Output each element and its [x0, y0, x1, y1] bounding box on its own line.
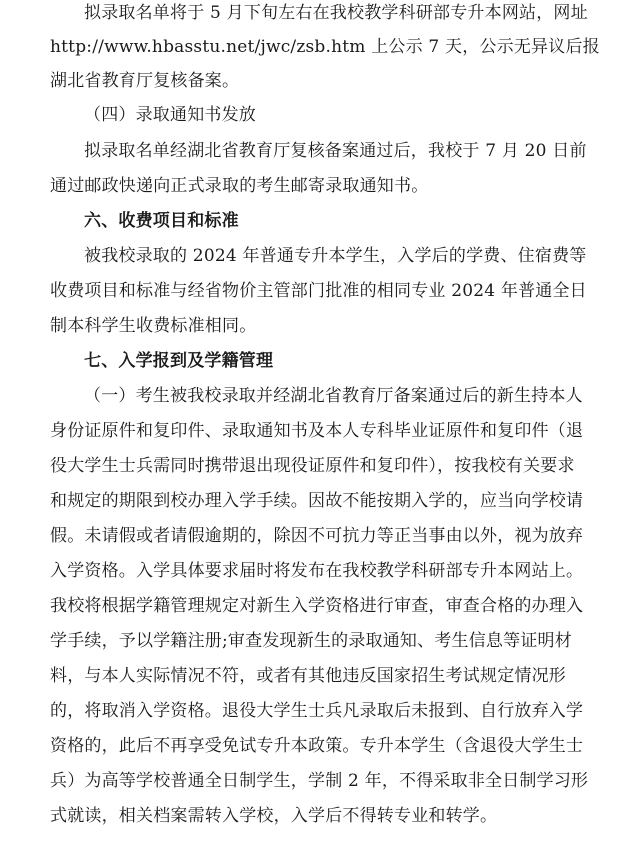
paragraph-3-line-3: 制本科学生收费标准相同。 — [50, 316, 257, 336]
paragraph-4-line-11: 资格的，此后不再享受免试专升本政策。专升本学生（含退役大学生士 — [50, 736, 584, 756]
paragraph-3-line-1: 被我校录取的 2024 年普通专升本学生，入学后的学费、住宿费等 — [84, 246, 587, 266]
section-6-heading: 六、收费项目和标准 — [84, 211, 239, 231]
paragraph-4-line-12: 兵）为高等学校普通全日制学生，学制 2 年，不得采取非全日制学习形 — [50, 771, 589, 791]
paragraph-4-line-10: 的，将取消入学资格。退役大学生士兵凡录取后未报到、自行放弃入学 — [50, 701, 584, 721]
paragraph-4-line-8: 学手续，予以学籍注册;审查发现新生的录取通知、考生信息等证明材 — [50, 631, 572, 651]
paragraph-4-line-3: 役大学生士兵需同时携带退出现役证原件和复印件），按我校有关要求 — [50, 456, 575, 476]
paragraph-4-line-9: 料，与本人实际情况不符，或者有其他违反国家招生考试规定情况形 — [50, 666, 566, 686]
paragraph-3-line-2: 收费项目和标准与经省物价主管部门批准的相同专业 2024 年普通全日 — [50, 281, 587, 301]
paragraph-2-line-2: 通过邮政快递向正式录取的考生邮寄录取通知书。 — [50, 176, 429, 196]
section-7-heading: 七、入学报到及学籍管理 — [84, 351, 274, 371]
paragraph-4-line-7: 我校将根据学籍管理规定对新生入学资格进行审查，审查合格的办理入 — [50, 596, 584, 616]
subsection-4-heading: （四）录取通知书发放 — [84, 105, 256, 125]
paragraph-4-line-5: 假。未请假或者请假逾期的，除因不可抗力等正当事由以外，视为放弃 — [50, 526, 584, 546]
paragraph-4-line-13: 式就读，相关档案需转入学校，入学后不得转专业和转学。 — [50, 806, 498, 826]
paragraph-4-line-6: 入学资格。入学具体要求届时将发布在我校教学科研部专升本网站上。 — [50, 561, 584, 581]
paragraph-4-line-1: （一）考生被我校录取并经湖北省教育厅备案通过后的新生持本人 — [84, 386, 583, 406]
paragraph-1-line-3: 湖北省教育厅复核备案。 — [50, 71, 240, 91]
paragraph-1-line-2: http://www.hbasstu.net/jwc/zsb.htm 上公示 7 天，公示无异议后报 — [50, 37, 600, 57]
paragraph-1-line-1: 拟录取名单将于 5 月下旬左右在我校教学科研部专升本网站，网址 — [84, 3, 588, 23]
paragraph-2-line-1: 拟录取名单经湖北省教育厅复核备案通过后，我校于 7 月 20 日前 — [84, 141, 587, 161]
paragraph-4-line-2: 身份证原件和复印件、录取通知书及本人专科毕业证原件和复印件（退 — [50, 421, 584, 441]
paragraph-4-line-4: 和规定的期限到校办理入学手续。因故不能按期入学的，应当向学校请 — [50, 491, 584, 511]
